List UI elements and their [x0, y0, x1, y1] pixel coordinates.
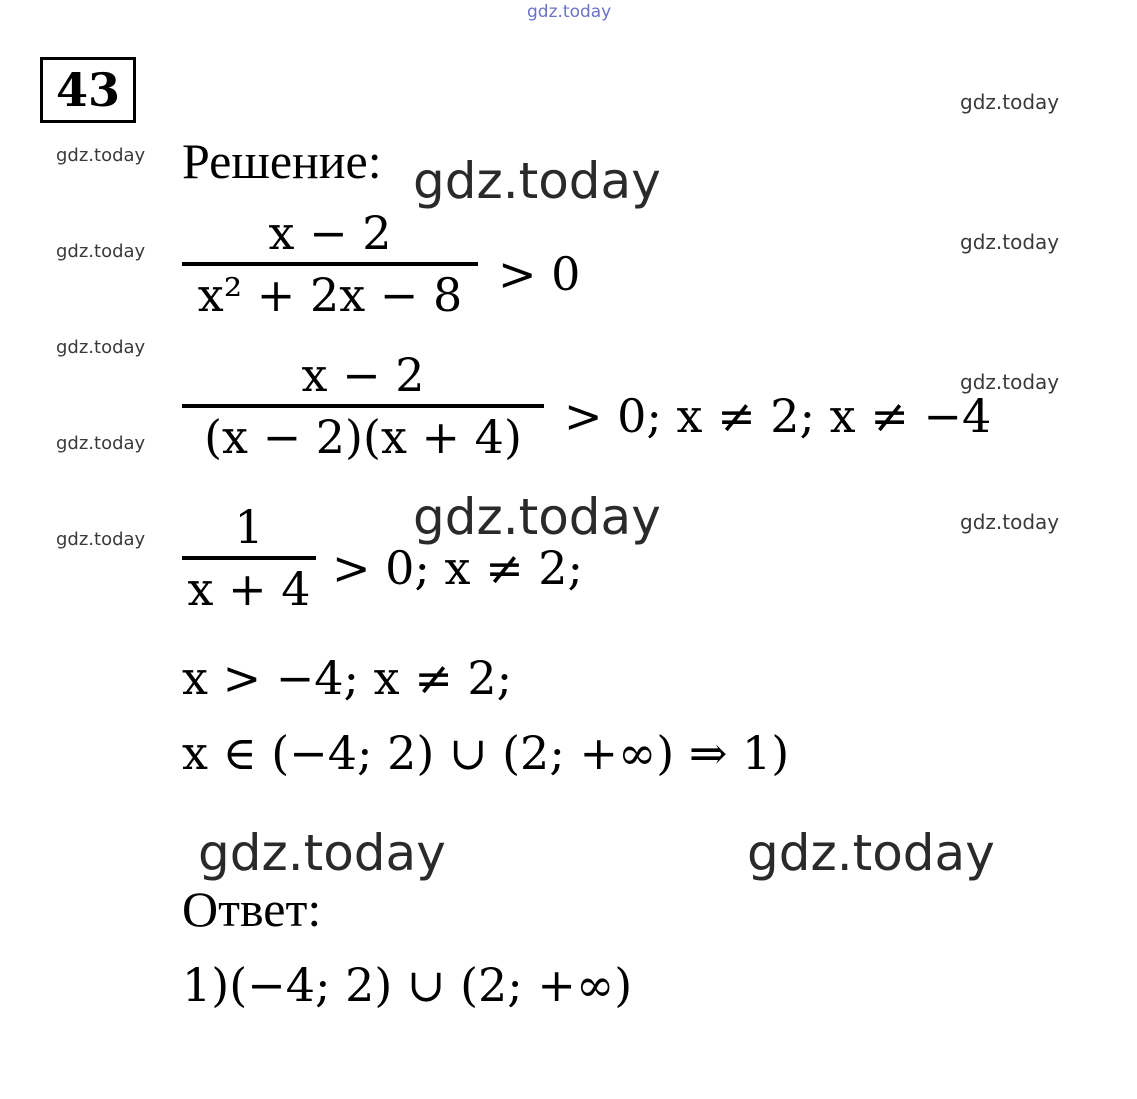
watermark-left: gdz.today [56, 241, 146, 262]
watermark-right: gdz.today [960, 230, 1060, 254]
watermark-large: gdz.today [413, 488, 661, 546]
watermark-right: gdz.today [960, 510, 1060, 534]
watermark-large: gdz.today [413, 152, 661, 210]
watermark-large: gdz.today [198, 824, 446, 882]
step1-fraction [182, 204, 478, 324]
watermark-left: gdz.today [56, 337, 146, 358]
answer-line: 1)(−4; 2) ∪ (2; +∞) [182, 958, 633, 1012]
step3-relation: > 0; x ≠ 2; [332, 541, 584, 595]
step2-relation: > 0; x ≠ 2; x ≠ −4 [564, 389, 992, 443]
watermark-left: gdz.today [56, 529, 146, 550]
step2-numerator: x − 2 [301, 348, 425, 402]
watermark-right: gdz.today [960, 90, 1060, 114]
watermark-left: gdz.today [56, 145, 146, 166]
problem-number: 43 [40, 57, 136, 123]
step3-denominator: x + 4 [187, 562, 311, 616]
step1-numerator: x − 2 [268, 206, 392, 260]
step4-line: x > −4; x ≠ 2; [182, 651, 513, 705]
watermark-right: gdz.today [960, 370, 1060, 394]
step2-denominator: (x − 2)(x + 4) [204, 410, 522, 464]
step1-denominator: x² + 2x − 8 [197, 268, 463, 322]
watermark-left: gdz.today [56, 433, 146, 454]
solution-heading: Решение: [182, 133, 382, 189]
step5-line: x ∈ (−4; 2) ∪ (2; +∞) ⇒ 1) [182, 726, 790, 780]
step2-fraction [182, 346, 544, 466]
step3-fraction [182, 498, 316, 618]
watermark-top: gdz.today [527, 2, 612, 22]
watermark-large: gdz.today [747, 824, 995, 882]
step3-numerator: 1 [234, 500, 264, 554]
answer-heading: Ответ: [182, 881, 322, 937]
step1-relation: > 0 [498, 247, 581, 301]
